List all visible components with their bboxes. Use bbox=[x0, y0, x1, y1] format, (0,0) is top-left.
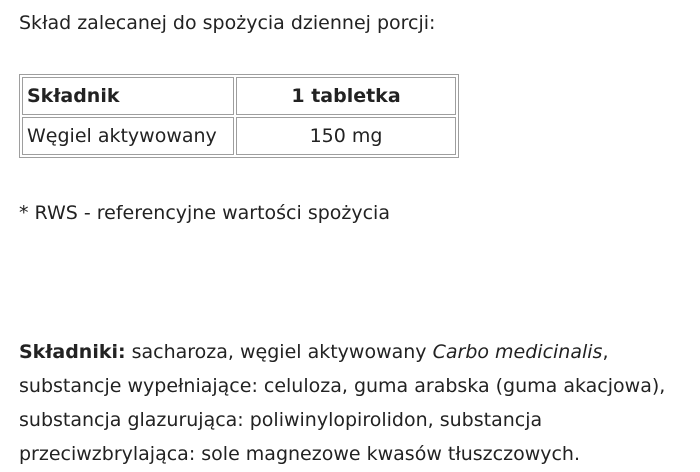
dosage-table-container bbox=[19, 74, 459, 158]
intro-text: Skład zalecanej do spożycia dziennej porcji: bbox=[19, 12, 436, 34]
rws-footnote: * RWS - referencyjne wartości spożycia bbox=[19, 202, 390, 224]
cell-ingredient-name: Węgiel aktywowany bbox=[22, 117, 234, 155]
ingredients-text-after: , substancje wypełniające: celuloza, guma arabska (guma akacjowa), substancja glazurująca: poliwinylopirolidon, substancja przeciwzbrylająca: sole magnezowe kwasów tłuszczowych. bbox=[19, 341, 666, 465]
ingredients-text-before: sacharoza, węgiel aktywowany bbox=[125, 341, 433, 363]
cell-ingredient-amount: 150 mg bbox=[236, 117, 456, 155]
ingredients-label: Składniki: bbox=[19, 341, 126, 363]
header-per-tablet: 1 tabletka bbox=[236, 77, 456, 115]
table-row bbox=[22, 117, 456, 155]
header-ingredient: Składnik bbox=[22, 77, 234, 115]
table-header-row bbox=[22, 77, 456, 115]
ingredients-latin-name: Carbo medicinalis bbox=[432, 341, 603, 363]
ingredients-paragraph bbox=[19, 335, 695, 471]
dosage-table bbox=[19, 74, 459, 158]
